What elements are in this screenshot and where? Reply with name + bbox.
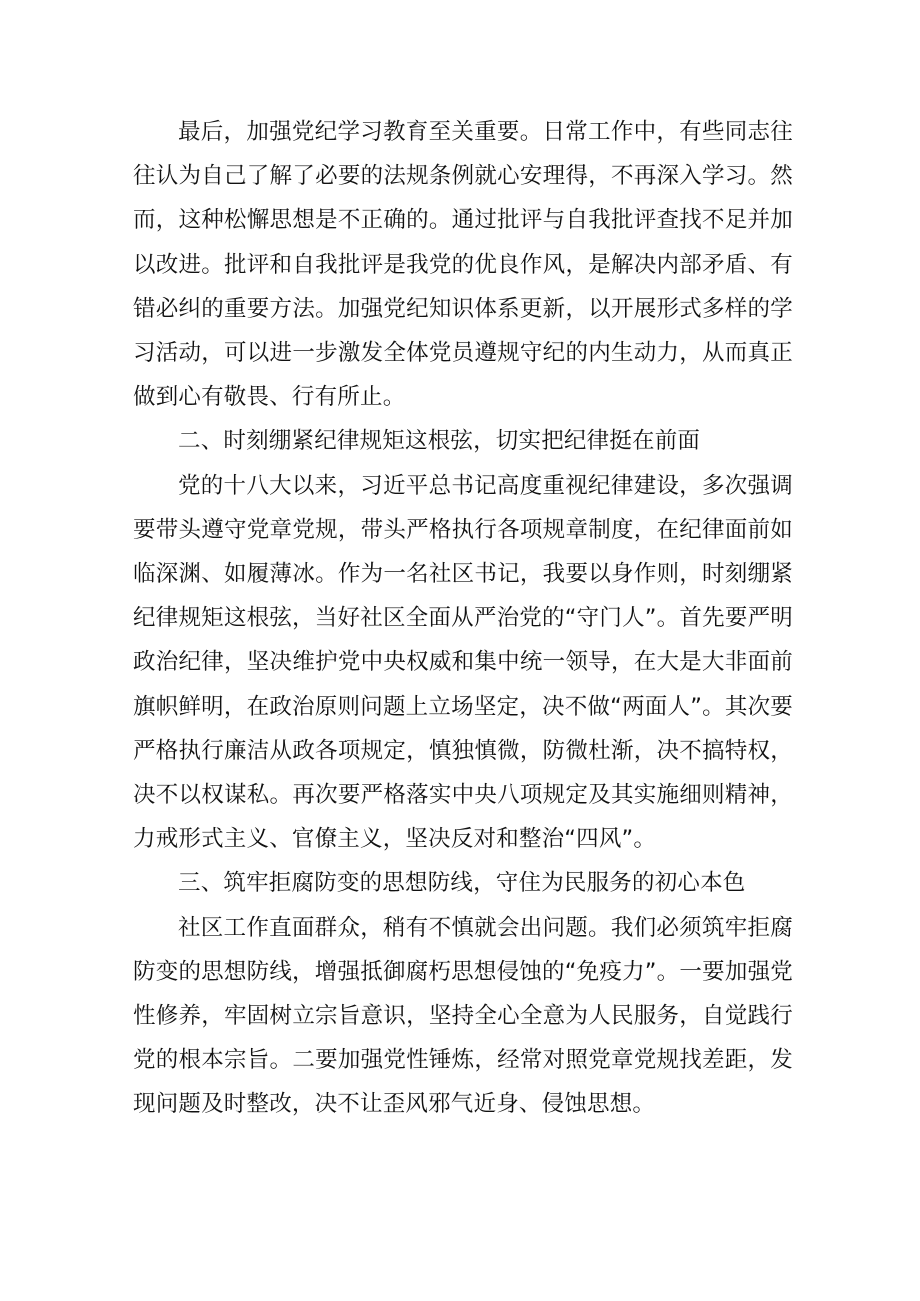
paragraph-study-education: 最后，加强党纪学习教育至关重要。日常工作中，有些同志往往认为自己了解了必要的法规条例就心安理得，不再深入学习。然而，这种松懈思想是不正确的。通过批评与自我批评查找不足并加以改进。批评和自我批评是我党的优良作风，是解决内部矛盾、有错必纠的重要方法。加强党纪知识体系更新，以开展形式多样的学习活动，可以进一步激发全体党员遵规守纪的内生动力，从而真正做到心有敬畏、行有所止。 [133,119,793,411]
document-body [133,110,793,1127]
section-heading-2: 二、时刻绷紧纪律规矩这根弦，切实把纪律挺在前面 [178,428,701,455]
paragraph-anti-corruption: 社区工作直面群众，稍有不慎就会出问题。我们必须筑牢拒腐防变的思想防线，增强抵御腐朽思想侵蚀的“免疫力”。一要加强党性修养，牢固树立宗旨意识，坚持全心全意为人民服务，自觉践行党的根本宗旨。二要加强党性锤炼，经常对照党章党规找差距，发现问题及时整改，决不让歪风邪气近身、侵蚀思想。 [133,914,793,1118]
section-heading-3: 三、筑牢拒腐防变的思想防线，守住为民服务的初心本色 [178,870,746,897]
paragraph-discipline: 党的十八大以来，习近平总书记高度重视纪律建设，多次强调要带头遵守党章党规，带头严格执行各项规章制度，在纪律面前如临深渊、如履薄冰。作为一名社区书记，我要以身作则，时刻绷紧纪律规矩这根弦，当好社区全面从严治党的“守门人”。首先要严明政治纪律，坚决维护党中央权威和集中统一领导，在大是大非面前旗帜鲜明，在政治原则问题上立场坚定，决不做“两面人”。其次要严格执行廉洁从政各项规定，慎独慎微，防微杜渐，决不搞特权，决不以权谋私。再次要严格落实中央八项规定及其实施细则精神，力戒形式主义、官僚主义，坚决反对和整治“四风”。 [133,472,793,853]
